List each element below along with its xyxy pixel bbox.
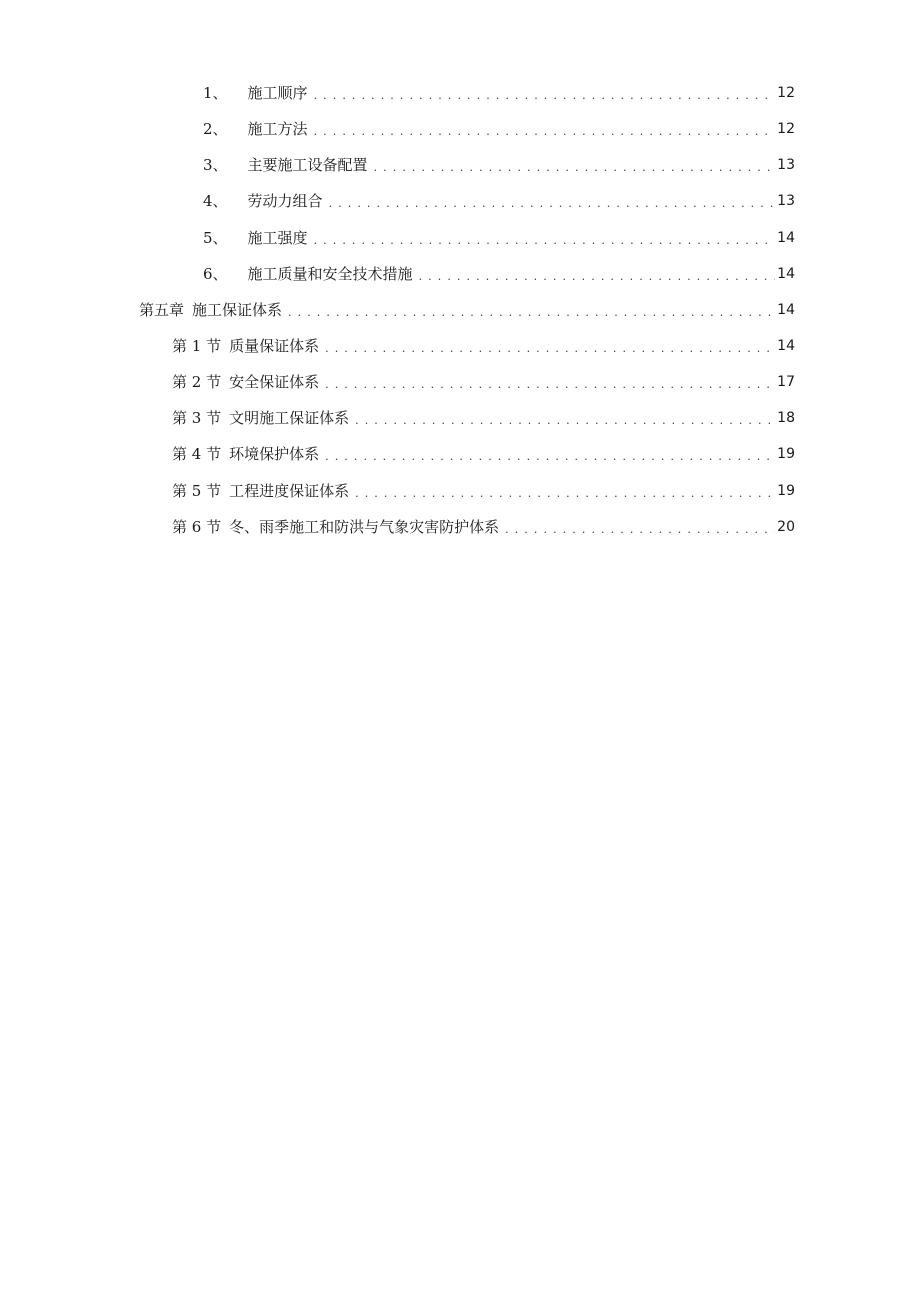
- toc-entry-label: [172, 408, 355, 428]
- toc-leader-dots: [325, 444, 775, 464]
- toc-entry-page: 12: [777, 85, 795, 101]
- toc-entry-page: 14: [777, 230, 795, 246]
- toc-leader-dots: [355, 481, 775, 501]
- toc-entry-number: 4、: [203, 192, 228, 210]
- toc-entry-title: 劳动力组合: [247, 192, 323, 210]
- toc-leader-dots: [325, 372, 775, 392]
- toc-leader-dots: [355, 408, 775, 428]
- toc-entry-label: [203, 155, 374, 175]
- toc-entry-title: 质量保证体系: [229, 337, 320, 355]
- toc-entry-number: 6、: [203, 265, 228, 283]
- toc-leader-dots: [505, 517, 775, 537]
- toc-entry-label: [172, 517, 505, 537]
- toc-section-entry[interactable]: [172, 368, 795, 392]
- toc-entry[interactable]: [203, 151, 795, 175]
- toc-entry-title: 文明施工保证体系: [229, 409, 350, 427]
- toc-entry-number: 第 6 节: [172, 518, 222, 536]
- toc-entry[interactable]: [203, 79, 795, 103]
- toc-entry-page: 20: [777, 519, 795, 535]
- toc-entry-number: 第 1 节: [172, 337, 222, 355]
- toc-entry-page: 14: [777, 302, 795, 318]
- toc-entry[interactable]: [203, 224, 795, 248]
- toc-leader-dots: [419, 264, 776, 284]
- toc-entry-page: 13: [777, 157, 795, 173]
- toc-entry-label: [172, 336, 325, 356]
- toc-entry-page: 19: [777, 483, 795, 499]
- toc-entry-label: [172, 372, 325, 392]
- toc-entry-title: 安全保证体系: [229, 373, 320, 391]
- toc-entry-label: [203, 119, 314, 139]
- toc-chapter-entry[interactable]: [139, 296, 795, 320]
- toc-entry-title: 施工强度: [247, 229, 308, 247]
- toc-entry-label: [172, 481, 355, 501]
- toc-entry[interactable]: [203, 115, 795, 139]
- toc-entry-page: 12: [777, 121, 795, 137]
- toc-leader-dots: [314, 228, 776, 248]
- toc-entry-page: 13: [777, 193, 795, 209]
- toc-entry-title: 主要施工设备配置: [247, 156, 368, 174]
- toc-entry-label: [203, 191, 329, 211]
- toc-entry-page: 17: [777, 374, 795, 390]
- toc-entry-label: [139, 300, 288, 320]
- toc-leader-dots: [374, 155, 776, 175]
- toc-section-entry[interactable]: [172, 332, 795, 356]
- toc-entry-page: 14: [777, 338, 795, 354]
- toc-leader-dots: [329, 191, 776, 211]
- toc-entry-title: 施工质量和安全技术措施: [247, 265, 413, 283]
- toc-entry-title: 冬、雨季施工和防洪与气象灾害防护体系: [229, 518, 500, 536]
- toc-entry-number: 3、: [203, 156, 228, 174]
- toc-entry-number: 第五章: [139, 301, 185, 319]
- toc-entry[interactable]: [203, 187, 795, 211]
- toc-entry[interactable]: [203, 260, 795, 284]
- toc-entry-label: [172, 444, 325, 464]
- toc-leader-dots: [288, 300, 775, 320]
- toc-leader-dots: [314, 119, 776, 139]
- toc-entry-number: 5、: [203, 229, 228, 247]
- toc-entry-title: 施工保证体系: [192, 301, 283, 319]
- toc-section-entry[interactable]: [172, 440, 795, 464]
- toc-entry-label: [203, 228, 314, 248]
- toc-entry-number: 第 4 节: [172, 445, 222, 463]
- toc-entry-page: 14: [777, 266, 795, 282]
- toc-entry-title: 施工顺序: [247, 84, 308, 102]
- toc-entry-label: [203, 264, 419, 284]
- toc-entry-title: 施工方法: [247, 120, 308, 138]
- toc-entry-number: 第 5 节: [172, 482, 222, 500]
- toc-entry-number: 第 2 节: [172, 373, 222, 391]
- toc-entry-title: 环境保护体系: [229, 445, 320, 463]
- toc-entry-label: [203, 83, 314, 103]
- toc-entry-number: 1、: [203, 84, 228, 102]
- toc-section-entry[interactable]: [172, 513, 795, 537]
- toc-entry-title: 工程进度保证体系: [229, 482, 350, 500]
- toc-leader-dots: [314, 83, 776, 103]
- toc-entry-number: 第 3 节: [172, 409, 222, 427]
- toc-leader-dots: [325, 336, 775, 356]
- toc-entry-page: 19: [777, 446, 795, 462]
- toc-section-entry[interactable]: [172, 477, 795, 501]
- toc-entry-number: 2、: [203, 120, 228, 138]
- toc-section-entry[interactable]: [172, 404, 795, 428]
- toc-entry-page: 18: [777, 410, 795, 426]
